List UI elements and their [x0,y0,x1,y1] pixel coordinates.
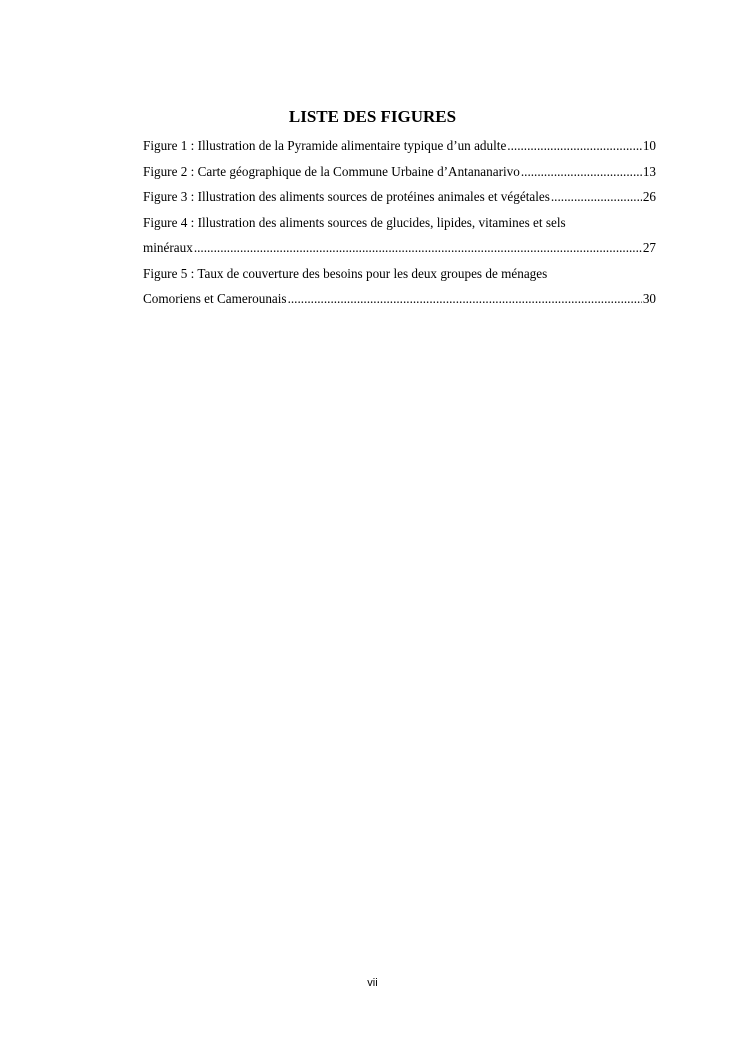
figure-entry-page: 10 [642,138,656,153]
figure-entry-1 [143,136,656,162]
dot-leader [288,289,642,309]
figure-entry-5-line-1 [143,264,656,290]
dot-leader [194,238,642,258]
figure-entry-text: Figure 5 : Taux de couverture des besoins pour les deux groupes de ménages [143,265,548,281]
figure-entry-text: Figure 2 : Carte géographique de la Commune Urbaine d’Antananarivo [143,163,520,179]
figure-entry-page: 27 [642,240,656,255]
dot-leader [521,162,642,182]
figure-entry-page: 26 [642,189,656,204]
figure-entry-5-line-2 [143,289,656,315]
figure-entry-text: Figure 4 : Illustration des aliments sources de glucides, lipides, vitamines et sels [143,214,566,230]
figure-entry-text: Comoriens et Camerounais [143,291,287,306]
figure-entry-text: minéraux [143,240,193,255]
page-title: LISTE DES FIGURES [288,107,457,126]
figure-entry-text: Figure 3 : Illustration des aliments sources de protéines animales et végétales [143,189,550,204]
dot-leader [551,187,642,207]
page-number: vii [367,977,378,989]
figure-entry-text: Figure 1 : Illustration de la Pyramide alimentaire typique d’un adulte [143,138,507,153]
figure-entry-3 [143,187,656,213]
dot-leader [507,136,642,156]
figure-entry-2 [143,162,656,188]
figure-entry-page: 30 [642,291,656,306]
figure-entry-4-line-2 [143,238,656,264]
figure-entry-4-line-1 [143,213,656,239]
figure-list [143,136,656,315]
figure-entry-page: 13 [642,163,656,179]
